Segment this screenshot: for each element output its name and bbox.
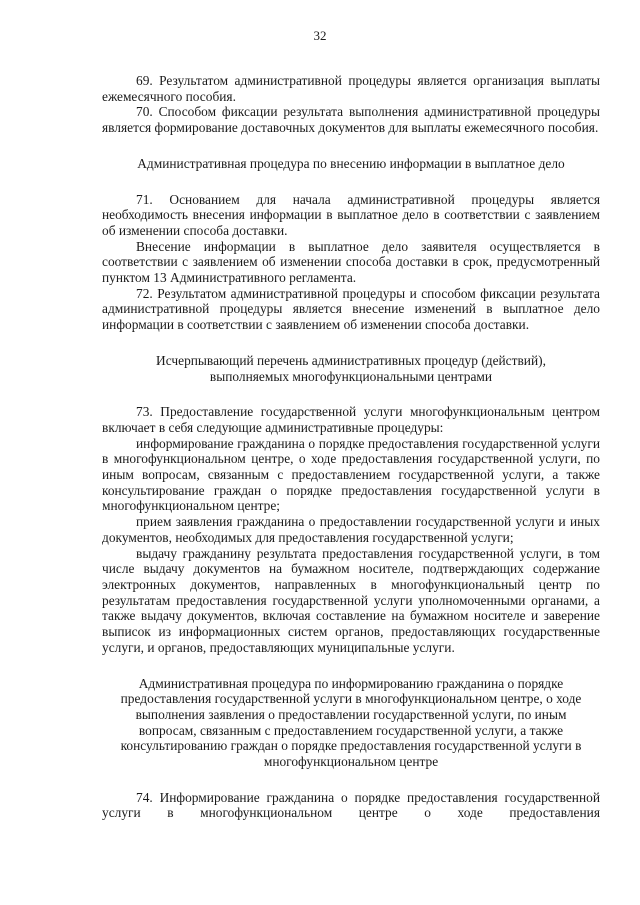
paragraph-70: 70. Способом фиксации результата выполнения административной процедуры является формирование доставочных документов для выплаты ежемесячного пособия. — [102, 104, 600, 136]
paragraph-74: 74. Информирование гражданина о порядке предоставления государственной услуги в многофункциональном центре о ходе предоставления — [102, 789, 600, 821]
page-content — [102, 73, 600, 821]
paragraph-71: 71. Основанием для начала административной процедуры является необходимость внесения информации в выплатное дело в соответствии с заявлением об изменении способа доставки. — [102, 191, 600, 238]
paragraph-69: 69. Результатом административной процедуры является организация выплаты ежемесячного пособия. — [102, 73, 600, 104]
paragraph-71-cont: Внесение информации в выплатное дело заявителя осуществляется в соответствии с заявлением об изменении способа доставки в срок, предусмотренный пунктом 13 Административного регламента. — [102, 238, 600, 286]
list-item-reception: прием заявления гражданина о предоставлении государственной услуги и иных документов, необходимых для предоставления государственной услуги; — [102, 514, 600, 545]
paragraph-72: 72. Результатом административной процедуры и способом фиксации результата административной процедуры является внесение изменений в выплатное дело информации в соответствии с заявлением об изменении способа доставки. — [102, 285, 600, 333]
list-item-issuance: выдачу гражданину результата предоставления государственной услуги, в том числе выдачу документов на бумажном носителе, подтверждающих содержание электронных документов, направленных в многофункциональный центр по результатам предоставления государственной услуги уполномоченными органами, а также выдачу документов, включая составление на бумажном носителе и заверение выписок из информационных систем органов, предоставляющих государственные услуги, и органов, предоставляющих муниципальные услуги. — [102, 545, 600, 655]
paragraph-73: 73. Предоставление государственной услуги многофункциональным центром включает в себя следующие административные процедуры: — [102, 404, 600, 435]
list-item-informing: информирование гражданина о порядке предоставления государственной услуги в многофункциональном центре, о ходе предоставления государственной услуги, по иным вопросам, связанным с предоставлением государственной услуги, а также консультирование граждан о порядке предоставления государственной услуги в многофункциональном центре; — [102, 435, 600, 514]
section-heading-payment-file: Административная процедура по внесению информации в выплатное дело — [137, 155, 565, 171]
section-heading-informing-procedure: Административная процедура по информированию гражданина о порядке предоставления государственной услуги в многофункциональном центре, о ходе выполнения заявления о предоставлении государственной услуги, по иным вопросам, связанным с предоставлением государственной услуги, а также консультированию граждан о порядке предоставления государственной услуги в многофункциональном центре — [120, 675, 582, 770]
section-heading-mfc-procedures: Исчерпывающий перечень административных процедур (действий), выполняемых многофункциональными центрами — [156, 352, 546, 384]
page-number: 32 — [313, 28, 327, 43]
